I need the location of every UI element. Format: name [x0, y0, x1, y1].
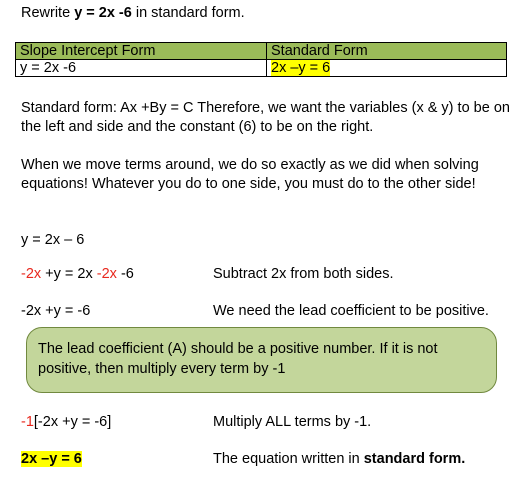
- step-multiply-equation: [21, 414, 111, 430]
- title-prefix: Rewrite: [21, 5, 75, 21]
- forms-table: [15, 42, 507, 77]
- step-multiply-note: Multiply ALL terms by -1.: [213, 414, 372, 430]
- subtract-term-left: -2x: [21, 266, 42, 282]
- standard-form-explanation: Standard form: Ax +By = C Therefore, we want the variables (x & y) to be on the left and side and the constant (6) to be on the right.: [21, 100, 510, 135]
- header-standard-form: Standard Form: [267, 43, 507, 60]
- cell-standard-form: [267, 60, 507, 77]
- table-row: [16, 60, 507, 77]
- standard-form-answer: 2x –y = 6: [271, 60, 331, 76]
- moving-terms-explanation: When we move terms around, we do so exactly as we did when solving equations! Whatever you do to one side, you must do to the other side!: [21, 157, 479, 192]
- final-equation: [21, 451, 82, 467]
- final-note-bold: standard form.: [363, 451, 466, 467]
- lead-coefficient-callout: The lead coefficient (A) should be a positive number. If it is not positive, then multiply every term by -1: [26, 327, 497, 393]
- multiplier: -1: [21, 414, 34, 430]
- problem-statement: [21, 5, 245, 21]
- step-result-note: We need the lead coefficient to be positive.: [213, 303, 489, 319]
- final-answer: 2x –y = 6: [21, 451, 82, 467]
- header-slope-intercept: Slope Intercept Form: [16, 43, 267, 60]
- step-subtract-equation: [21, 266, 134, 282]
- step-original-equation: y = 2x – 6: [21, 232, 85, 248]
- title-equation: y = 2x -6: [74, 5, 132, 21]
- cell-slope-intercept: y = 2x -6: [16, 60, 267, 77]
- final-note: [213, 451, 465, 467]
- subtract-mid: +y = 2x: [41, 266, 97, 282]
- subtract-end: -6: [116, 266, 134, 282]
- title-suffix: in standard form.: [131, 5, 245, 21]
- subtract-term-right: -2x: [96, 266, 117, 282]
- multiply-bracket: [-2x +y = -6]: [33, 414, 112, 430]
- table-header-row: [16, 43, 507, 60]
- final-note-prefix: The equation written in: [213, 451, 364, 467]
- step-result-equation: -2x +y = -6: [21, 303, 91, 319]
- step-subtract-note: Subtract 2x from both sides.: [213, 266, 394, 282]
